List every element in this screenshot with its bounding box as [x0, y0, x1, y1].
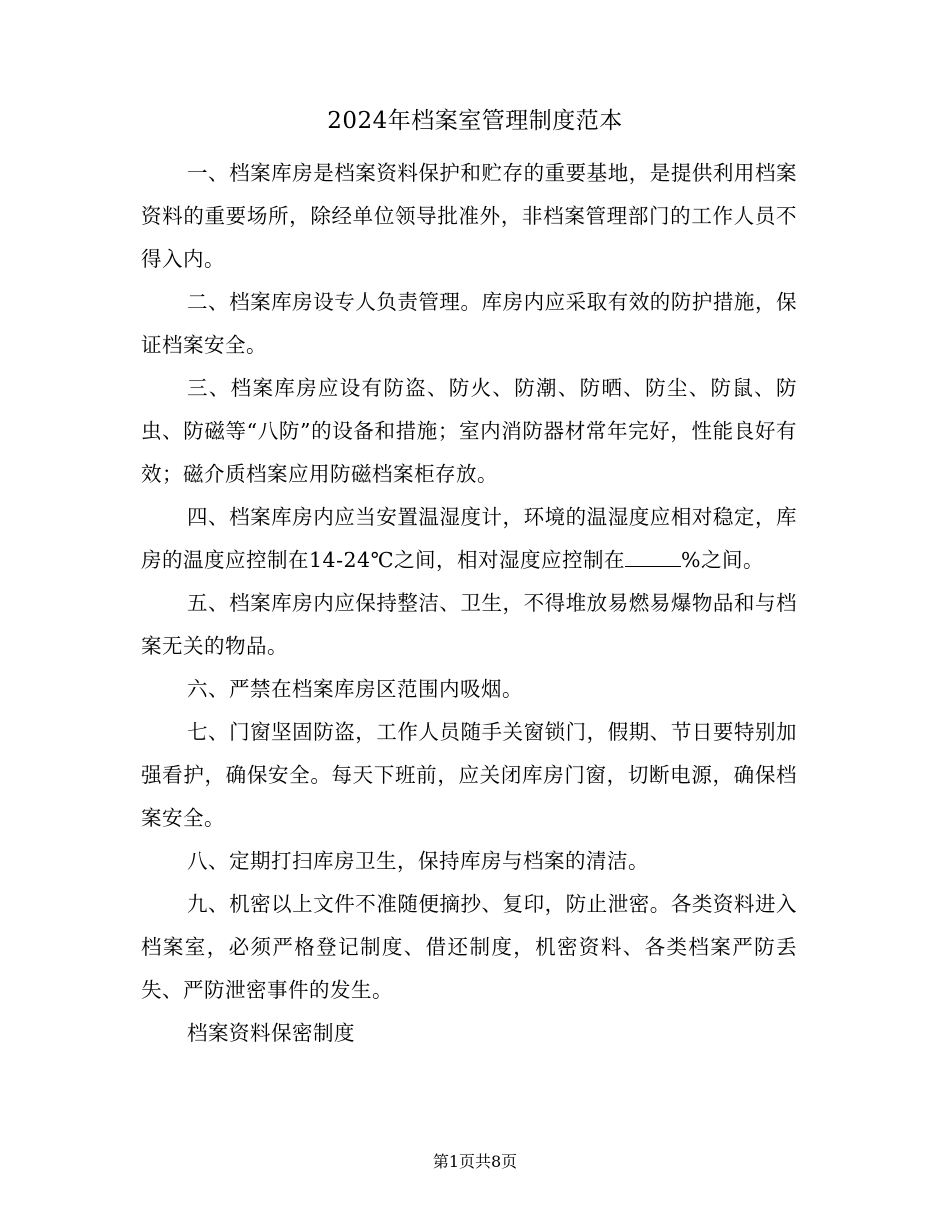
paragraph-3: 三、档案库房应设有防盗、防火、防潮、防晒、防尘、防鼠、防虫、防磁等“八防”的设备和措施；室内消防器材常年完好，性能良好有效；磁介质档案应用防磁档案柜存放。 [141, 376, 797, 486]
paragraph-4 [141, 496, 797, 582]
humidity-blank [625, 546, 681, 567]
paragraph-8: 八、定期打扫库房卫生，保持库房与档案的清洁。 [187, 849, 649, 873]
document-body [141, 152, 797, 1055]
paragraph-5: 五、档案库房内应保持整洁、卫生，不得堆放易燃易爆物品和与档案无关的物品。 [141, 591, 797, 658]
document-title: 2024年档案室管理制度范本 [327, 108, 623, 134]
paragraph-7: 七、门窗坚固防盗，工作人员随手关窗锁门，假期、节日要特别加强看护，确保安全。每天下班前，应关闭库房门窗，切断电源，确保档案安全。 [141, 720, 797, 830]
page-footer: 第1页共8页 [432, 1152, 518, 1171]
paragraph-6: 六、严禁在档案库房区范围内吸烟。 [187, 677, 523, 701]
paragraph-9: 九、机密以上文件不准随便摘抄、复印，防止泄密。各类资料进入档案室，必须严格登记制度、借还制度，机密资料、各类档案严防丢失、严防泄密事件的发生。 [141, 892, 797, 1002]
paragraph-1: 一、档案库房是档案资料保护和贮存的重要基地，是提供利用档案资料的重要场所，除经单位领导批准外，非档案管理部门的工作人员不得入内。 [141, 161, 797, 271]
paragraph-2: 二、档案库房设专人负责管理。库房内应采取有效的防护措施，保证档案安全。 [141, 290, 797, 357]
paragraph-4-text-a: 四、档案库房内应当安置温湿度计，环境的温湿度应相对稳定，库房的温度应控制在14-24℃之间，相对湿度应控制在 [141, 505, 797, 572]
paragraph-4-text-b: %之间。 [681, 548, 765, 572]
section-heading: 档案资料保密制度 [187, 1021, 355, 1045]
